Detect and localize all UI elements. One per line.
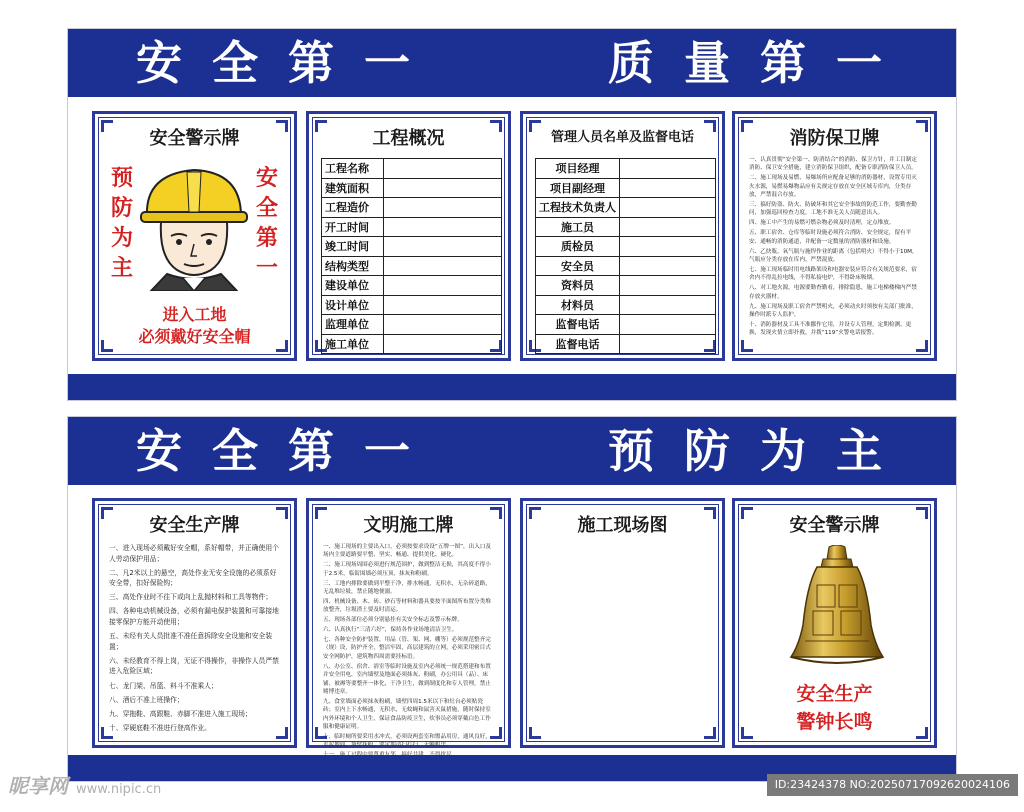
- caption-wear-helmet: 必须戴好安全帽: [138, 327, 251, 346]
- row-value-blank: [620, 237, 716, 257]
- list-item: 十、临时厕所要采用水冲式，必须设两套室和盥品用房，通风良好，水泥地面，墙壁抹粉，要定期清扫打扫，无蝇蛆虫。: [323, 734, 491, 749]
- slogan-prevention-first: 预防为主: [608, 424, 912, 478]
- row-label: 工程造价: [322, 198, 384, 218]
- row-label: 竣工时间: [322, 237, 384, 257]
- list-item: 一、认真贯彻“安全第一、防消结合”的消防、保卫方针，并工目制定消防、保卫安全措施，建立消防保卫组织，配备专职消防保卫人员。: [749, 157, 918, 172]
- list-item: 八、办公室、宿舍、浴室等临时设施及室内必须统一规范搭建和布置并安全用电，室内墙壁及地面必须抹灰、粉刷，办公用具（品）、床铺、被褥等要整齐一体化，干净卫生，做到制度化和专人管理，禁止赌博违章。: [323, 663, 491, 695]
- row-label: 安全员: [536, 256, 620, 276]
- row-value-blank: [384, 256, 502, 276]
- fire-rules-list: [749, 156, 920, 339]
- row-value-blank: [620, 276, 716, 296]
- list-item: 九、食堂墙面必须抹灰粉刷，墙壁四周1.5米以下和灶台必须贴瓷砖；室内上下水畅通，无积水，无蚊蝇和鼠害灭鼠措施，随时保持室内外环境和个人卫生，保证食品防疫卫生，炊事员必须穿戴白色工作服和健康证明。: [323, 698, 491, 731]
- list-item: 二、凡2米以上的悬空，高处作业无安全设施的必须系好安全带，扣好保险钩；: [109, 568, 277, 588]
- list-item: 七、施工现场临时用电线路架设和电器安装应符合有关规范要求，宿舍内不得乱拉电线，不得私接电炉，不得卧床吸烟。: [749, 266, 917, 282]
- slogan-quality-first: 质量第一: [608, 36, 912, 90]
- table-row: [536, 217, 716, 237]
- management-list-table: [535, 158, 716, 354]
- table-row: [536, 159, 716, 179]
- row-value-blank: [620, 256, 716, 276]
- top-board: [67, 28, 957, 401]
- list-item: 六、乙炔瓶、氧气瓶与施焊作业的距离（包括明火）不得小于10M，气瓶应分类存放在库内，严禁混放。: [749, 248, 918, 263]
- vertical-slogan-safety: 安全第一: [255, 166, 278, 281]
- list-item: 七、各种安全防护装置，用品（管、架、网、棚等）必须规范整齐完（规）设，防护齐全，整洁牢固，高层建筑的立网，必须采用密目式安全网防护，建筑物四周需要挂标语。: [323, 637, 491, 660]
- table-row: [322, 237, 502, 257]
- table-row: [536, 178, 716, 198]
- table-row: [322, 256, 502, 276]
- row-label: 设计单位: [322, 295, 384, 315]
- row-value-blank: [384, 237, 502, 257]
- slogan-safety-first: 安全第一: [136, 36, 440, 90]
- list-item: 八、对工地火源，电源要勤查勤看，排除隐患，施工电梯楼梯内严禁存放火器材。: [749, 285, 917, 300]
- row-value-blank: [620, 178, 716, 198]
- row-label: 监理单位: [322, 315, 384, 335]
- list-item: 十、穿硬底鞋不准进行登高作业。: [109, 723, 211, 732]
- row-value-blank: [384, 334, 502, 354]
- row-value-blank: [620, 334, 716, 354]
- panel-bell-warning: [732, 498, 937, 748]
- list-item: 四、各种电动机械设备，必须有漏电保护装置和可靠接地接零保护方能开动使用；: [109, 607, 279, 627]
- row-value-blank: [620, 159, 716, 179]
- list-item: 五、现场各部位必须分别悬挂有关安全标志及警示标牌。: [323, 617, 463, 624]
- row-value-blank: [620, 198, 716, 218]
- row-label: 项目副经理: [536, 178, 620, 198]
- panel-safety-production: [92, 498, 297, 748]
- list-item: 三、工地内排除要做到平整干净，排水畅通，无积水，无杂碎道路，无乱堆垃圾，禁止随地便溺。: [323, 580, 491, 596]
- row-label: 质检员: [536, 237, 620, 257]
- row-value-blank: [384, 159, 502, 179]
- table-row: [536, 315, 716, 335]
- row-value-blank: [384, 178, 502, 198]
- table-row: [536, 276, 716, 296]
- row-value-blank: [384, 276, 502, 296]
- panel-title: 工程概况: [372, 128, 445, 149]
- panel-project-overview: [306, 111, 511, 361]
- row-label: 监督电话: [536, 315, 620, 335]
- list-item: 二、施工现场周围必须进行规范围护，做到整洁无损，其高度不得小于2.5米，临街围墙必须压顶，抹灰和粉刷。: [323, 562, 491, 577]
- table-row: [322, 159, 502, 179]
- row-value-blank: [384, 198, 502, 218]
- list-item: 四、施工中产生的易燃可燃杂物必须及时清理，定点堆放。: [749, 220, 895, 227]
- production-rules-list: [109, 543, 280, 737]
- list-item: 四、机械设备、木、砖、砂石等材料和器具要按平面图所布置分类堆放整齐，垃圾渣土要及时清运。: [323, 598, 491, 614]
- table-row: [322, 276, 502, 296]
- list-item: 六、认真执行“三清六好”，保持各作业场地清洁卫生。: [323, 627, 458, 634]
- row-label: 项目经理: [536, 159, 620, 179]
- bottom-board-header-bar: [68, 417, 956, 485]
- worker-helmet-icon: [137, 156, 252, 291]
- watermark-logo: [8, 770, 161, 799]
- panel-civilized-construction: [306, 498, 511, 748]
- project-overview-table: [321, 158, 502, 354]
- row-value-blank: [384, 295, 502, 315]
- civilized-rules-list: [323, 543, 494, 761]
- panel-title: 文明施工牌: [363, 515, 454, 536]
- table-row: [322, 295, 502, 315]
- panel-site-map: [520, 498, 725, 748]
- caption-enter-site: 进入工地: [162, 305, 227, 324]
- table-row: [322, 217, 502, 237]
- panel-management-list: [520, 111, 725, 361]
- row-value-blank: [620, 217, 716, 237]
- row-label: 材料员: [536, 295, 620, 315]
- row-label: 开工时间: [322, 217, 384, 237]
- row-label: 建筑面积: [322, 178, 384, 198]
- row-label: 建设单位: [322, 276, 384, 296]
- list-item: 三、搞好防盗、防火、防破坏和其它安全事故的防范工作，要勤查勤问，加强巡回检查力度，工地不准无关人员随意出入。: [749, 202, 917, 217]
- caption-alarm-bell: 警钟长鸣: [796, 711, 873, 733]
- panel-title: 施工现场图: [577, 515, 668, 536]
- row-label: 施工单位: [322, 334, 384, 354]
- list-item: 六、未经教育不得上岗，无证不得操作，非操作人员严禁进入危险区域；: [109, 656, 279, 676]
- caption-safe-production: 安全生产: [796, 683, 873, 705]
- list-item: 五、未经有关人员批准不准任意拆除安全设施和安全装置；: [109, 632, 273, 651]
- watermark-id: ID:23424378 NO:20250717092620024106: [767, 774, 1018, 796]
- bell-icon: [787, 545, 887, 670]
- panel-title: 消防保卫牌: [789, 128, 880, 149]
- table-row: [322, 178, 502, 198]
- panel-title: 安全警示牌: [789, 515, 880, 536]
- list-item: 七、龙门架、吊篮、料斗不准乘人；: [109, 681, 218, 690]
- list-item: 五、职工宿舍、仓库等临时设施必须符合消防、安全规定，留有平安、通畅的消防通道，并配备一定数量的消防器材和设施。: [749, 230, 912, 245]
- table-row: [536, 334, 716, 354]
- list-item: 九、穿拖鞋、高跟鞋、赤脚不准进入施工现场；: [109, 709, 252, 718]
- watermark-logo-text: 昵享网: [8, 774, 68, 798]
- list-item: 八、酒后不准上班操作；: [109, 695, 184, 704]
- table-row: [536, 198, 716, 218]
- list-item: 一、进入现场必须戴好安全帽，系好帽带，并正确使用个人劳动保护用品；: [109, 544, 279, 563]
- row-value-blank: [384, 217, 502, 237]
- list-item: 二、施工现场及易燃、易爆场所应配备足够的消防器材，设置专用灭火水源，易燃易爆物品应有关规定存放在安全区域专库内，分类存放，严禁混合存放。: [749, 175, 917, 199]
- table-row: [322, 334, 502, 354]
- list-item: 三、高处作业时不往下或向上乱抛材料和工具等物件；: [109, 593, 273, 602]
- list-item: 九、施工现场及职工宿舍严禁明火，必须动火时须按有关部门批准，操作时派专人监护。: [749, 303, 917, 318]
- list-item: 一、施工现场的主要出入口，必须按要求设设“五牌一图”，出入口及场内主要道路要平整、坚实、畅通、提供美化、硬化。: [323, 544, 492, 559]
- row-label: 结构类型: [322, 256, 384, 276]
- vertical-slogan-prevention: 预防为主: [110, 166, 133, 281]
- row-value-blank: [384, 315, 502, 335]
- panel-title: 安全警示牌: [149, 128, 240, 149]
- panel-safety-warning: [92, 111, 297, 361]
- row-label: 监督电话: [536, 334, 620, 354]
- table-row: [536, 237, 716, 257]
- table-row: [322, 315, 502, 335]
- row-label: 工程名称: [322, 159, 384, 179]
- slogan-safety-first: 安全第一: [136, 424, 440, 478]
- top-board-footer-bar: [68, 374, 956, 400]
- panel-title: 安全生产牌: [149, 515, 240, 536]
- list-item: 十、消防器材及工具不准挪作它用，并设专人管理，定期检测、更换，发现火情立即扑救，并拨“119”火警电话报警。: [749, 321, 912, 337]
- table-row: [536, 295, 716, 315]
- panel-title: 管理人员名单及监督电话: [550, 130, 694, 145]
- table-row: [536, 256, 716, 276]
- row-value-blank: [620, 315, 716, 335]
- table-row: [322, 198, 502, 218]
- top-board-header-bar: [68, 29, 956, 97]
- row-value-blank: [620, 295, 716, 315]
- row-label: 资料员: [536, 276, 620, 296]
- row-label: 工程技术负责人: [536, 198, 620, 218]
- bottom-board: [67, 416, 957, 782]
- row-label: 施工员: [536, 217, 620, 237]
- watermark-url: www.nipic.cn: [76, 782, 162, 797]
- panel-fire-protection: [732, 111, 937, 361]
